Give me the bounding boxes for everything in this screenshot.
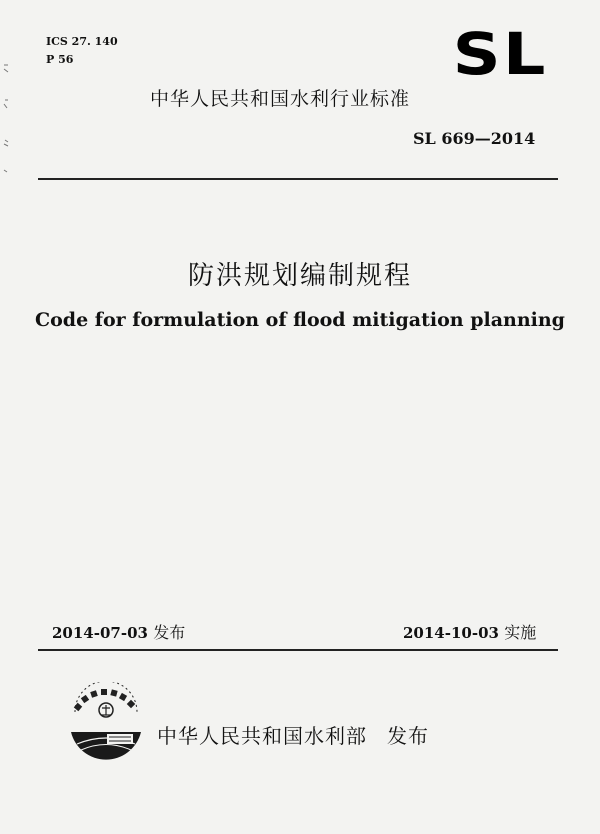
- ccs-code: P 56: [46, 53, 74, 66]
- bottom-divider: [38, 649, 558, 651]
- binding-edge-marks: [2, 60, 10, 180]
- issuer-name: 中华人民共和国水利部: [157, 724, 367, 748]
- issuer-action: 发布: [387, 724, 429, 748]
- implement-date-line: [403, 620, 536, 643]
- publish-label: 发布: [153, 623, 186, 642]
- standard-number: SL 669—2014: [413, 129, 536, 148]
- implement-date: 2014-10-03: [403, 624, 499, 642]
- publish-date-line: [52, 620, 185, 643]
- title-english: Code for formulation of flood mitigation planning: [35, 309, 565, 331]
- classification-block: [46, 33, 118, 69]
- industry-standard-heading: 中华人民共和国水利行业标准: [150, 88, 411, 110]
- top-divider: [38, 178, 558, 180]
- implement-label: 实施: [504, 623, 537, 642]
- publish-date: 2014-07-03: [52, 624, 148, 642]
- issuer-line: [157, 720, 429, 749]
- ics-code: ICS 27. 140: [46, 35, 118, 48]
- title-chinese: 防洪规划编制规程: [187, 261, 412, 291]
- publisher-seal-icon: [63, 682, 149, 768]
- sl-logo: SL: [452, 20, 548, 88]
